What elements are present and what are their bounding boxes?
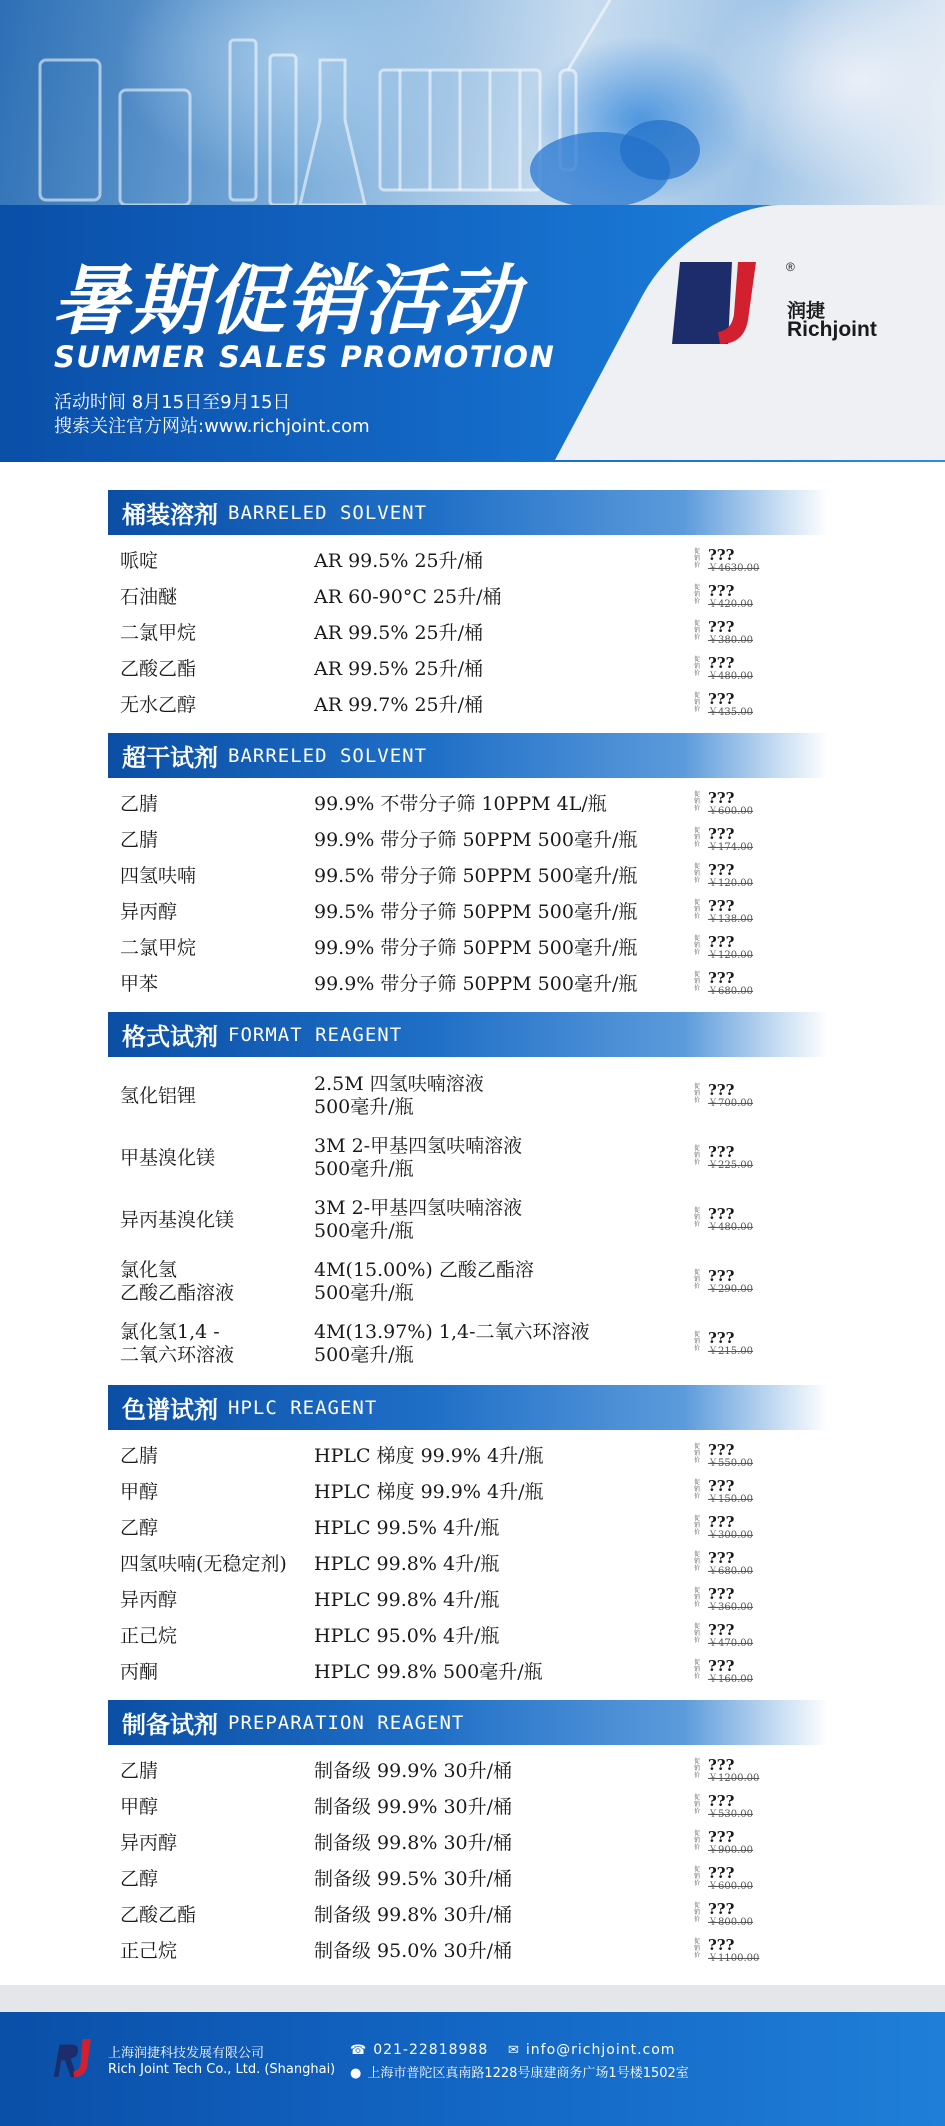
product-spec: 制备级 99.5% 30升/桶 bbox=[314, 1867, 513, 1890]
product-spec: AR 99.7% 25升/桶 bbox=[314, 693, 484, 716]
product-row bbox=[108, 1582, 828, 1618]
product-name: 哌啶 bbox=[120, 549, 159, 572]
product-spec: HPLC 99.5% 4升/瓶 bbox=[314, 1516, 500, 1539]
lab-photo-banner bbox=[0, 0, 945, 210]
price-cell bbox=[694, 1758, 828, 1784]
footer-divider bbox=[0, 1985, 945, 2015]
promo-price: ??? bbox=[708, 1513, 735, 1531]
promo-tag: 促销价 bbox=[694, 899, 701, 920]
product-spec: HPLC 95.0% 4升/瓶 bbox=[314, 1624, 500, 1647]
original-price: ￥470.00 bbox=[708, 1638, 753, 1649]
promo-tag: 促销价 bbox=[694, 1587, 701, 1608]
product-row bbox=[108, 1789, 828, 1825]
promo-tag: 促销价 bbox=[694, 1551, 701, 1572]
promo-tag: 促销价 bbox=[694, 548, 701, 569]
promo-price: ??? bbox=[708, 582, 735, 600]
product-row bbox=[108, 822, 828, 858]
company-name-en: Rich Joint Tech Co., Ltd. (Shanghai) bbox=[108, 2062, 336, 2077]
promo-tag: 促销价 bbox=[694, 1830, 701, 1851]
promo-tag: 促销价 bbox=[694, 692, 701, 713]
section-header bbox=[108, 733, 828, 778]
promo-price: ??? bbox=[708, 1081, 735, 1099]
promo-price: ??? bbox=[708, 1900, 735, 1918]
product-name: 石油醚 bbox=[120, 585, 178, 608]
price-cell bbox=[694, 1207, 828, 1233]
price-cell bbox=[694, 1551, 828, 1577]
product-row bbox=[108, 966, 828, 1002]
product-row bbox=[108, 1546, 828, 1582]
promo-tag: 促销价 bbox=[694, 1659, 701, 1680]
product-name: 甲醇 bbox=[120, 1480, 159, 1503]
promo-tag: 促销价 bbox=[694, 827, 701, 848]
promo-tag: 促销价 bbox=[694, 1207, 701, 1228]
product-spec: AR 60-90°C 25升/桶 bbox=[314, 585, 502, 608]
product-name: 异丙醇 bbox=[120, 1588, 178, 1611]
email-contact[interactable]: ✉ info@richjoint.com bbox=[508, 2042, 676, 2058]
promo-price: ??? bbox=[708, 1477, 735, 1495]
section-title-en: BARRELED SOLVENT bbox=[228, 744, 428, 767]
promo-price: ??? bbox=[708, 1205, 735, 1223]
promo-price: ??? bbox=[708, 1143, 735, 1161]
product-row bbox=[108, 543, 828, 579]
product-row bbox=[108, 1618, 828, 1654]
price-cell bbox=[694, 548, 828, 574]
product-name: 甲苯 bbox=[120, 972, 159, 995]
product-name: 甲醇 bbox=[120, 1795, 159, 1818]
product-row bbox=[108, 1251, 828, 1313]
promo-price: ??? bbox=[708, 933, 735, 951]
price-cell bbox=[694, 1331, 828, 1357]
brand-name-en: Richjoint bbox=[787, 318, 877, 341]
product-spec: 3M 2-甲基四氢呋喃溶液 500毫升/瓶 bbox=[314, 1197, 523, 1242]
original-price: ￥600.00 bbox=[708, 1881, 753, 1892]
website-notice[interactable]: 搜索关注官方网站:www.richjoint.com bbox=[54, 416, 370, 437]
promo-tag: 促销价 bbox=[694, 935, 701, 956]
product-name: 异丙基溴化镁 bbox=[120, 1208, 235, 1231]
price-cell bbox=[694, 620, 828, 646]
original-price: ￥435.00 bbox=[708, 707, 753, 718]
original-price: ￥360.00 bbox=[708, 1602, 753, 1613]
company-name-cn: 上海润捷科技发展有限公司 bbox=[108, 2046, 265, 2061]
section-title-cn: 超干试剂 bbox=[122, 743, 218, 772]
address-contact: ● 上海市普陀区真南路1228号康建商务广场1号楼1502室 bbox=[350, 2066, 689, 2081]
promo-price: ??? bbox=[708, 825, 735, 843]
product-spec: 4M(15.00%) 乙酸乙酯溶 500毫升/瓶 bbox=[314, 1259, 534, 1304]
product-spec: HPLC 梯度 99.9% 4升/瓶 bbox=[314, 1444, 544, 1467]
product-name: 乙醇 bbox=[120, 1867, 159, 1890]
section-barreled-solvent bbox=[108, 490, 828, 723]
price-cell bbox=[694, 899, 828, 925]
product-name: 乙腈 bbox=[120, 1444, 159, 1467]
product-spec: HPLC 99.8% 4升/瓶 bbox=[314, 1588, 500, 1611]
section-format-reagent bbox=[108, 1012, 828, 1375]
price-cell bbox=[694, 1794, 828, 1820]
promo-tag: 促销价 bbox=[694, 1331, 701, 1352]
product-spec: 制备级 99.9% 30升/桶 bbox=[314, 1795, 513, 1818]
product-spec: 制备级 99.8% 30升/桶 bbox=[314, 1831, 513, 1854]
product-spec: 4M(13.97%) 1,4-二氧六环溶液 500毫升/瓶 bbox=[314, 1321, 590, 1366]
product-name: 氢化铝锂 bbox=[120, 1084, 197, 1107]
price-cell bbox=[694, 971, 828, 997]
product-row bbox=[108, 1825, 828, 1861]
product-row bbox=[108, 786, 828, 822]
original-price: ￥225.00 bbox=[708, 1160, 753, 1171]
promo-price: ??? bbox=[708, 1329, 735, 1347]
contact-footer bbox=[0, 2012, 945, 2126]
event-time: 活动时间 8月15日至9月15日 bbox=[54, 392, 291, 413]
envelope-icon: ✉ bbox=[508, 2043, 520, 2058]
product-spec: 99.9% 带分子筛 50PPM 500毫升/瓶 bbox=[314, 828, 638, 851]
product-spec: AR 99.5% 25升/桶 bbox=[314, 621, 484, 644]
price-cell bbox=[694, 1830, 828, 1856]
product-spec: 制备级 99.9% 30升/桶 bbox=[314, 1759, 513, 1782]
product-spec: AR 99.5% 25升/桶 bbox=[314, 657, 484, 680]
price-cell bbox=[694, 935, 828, 961]
product-spec: HPLC 99.8% 500毫升/瓶 bbox=[314, 1660, 543, 1683]
promo-tag: 促销价 bbox=[694, 1145, 701, 1166]
promo-price: ??? bbox=[708, 690, 735, 708]
product-row bbox=[108, 1474, 828, 1510]
original-price: ￥174.00 bbox=[708, 842, 753, 853]
phone-contact[interactable]: ☎ 021-22818988 bbox=[350, 2042, 489, 2058]
promo-tag: 促销价 bbox=[694, 791, 701, 812]
original-price: ￥1100.00 bbox=[708, 1953, 760, 1964]
product-spec: 99.9% 带分子筛 50PPM 500毫升/瓶 bbox=[314, 936, 638, 959]
product-spec: AR 99.5% 25升/桶 bbox=[314, 549, 484, 572]
product-row bbox=[108, 615, 828, 651]
promo-tag: 促销价 bbox=[694, 863, 701, 884]
price-cell bbox=[694, 1479, 828, 1505]
section-header bbox=[108, 1700, 828, 1745]
product-name: 氯化氢1,4 - 二氧六环溶液 bbox=[120, 1321, 235, 1366]
product-spec: 制备级 99.8% 30升/桶 bbox=[314, 1903, 513, 1926]
promo-price: ??? bbox=[708, 1756, 735, 1774]
original-price: ￥600.00 bbox=[708, 806, 753, 817]
price-cell bbox=[694, 1659, 828, 1685]
promo-price: ??? bbox=[708, 1936, 735, 1954]
product-name: 丙酮 bbox=[120, 1660, 159, 1683]
section-title-en: HPLC REAGENT bbox=[228, 1396, 378, 1419]
promo-price: ??? bbox=[708, 897, 735, 915]
price-cell bbox=[694, 1938, 828, 1964]
promo-price: ??? bbox=[708, 789, 735, 807]
promo-price: ??? bbox=[708, 1657, 735, 1675]
product-row bbox=[108, 1189, 828, 1251]
promo-price: ??? bbox=[708, 618, 735, 636]
promo-tag: 促销价 bbox=[694, 1479, 701, 1500]
footer-logo-icon bbox=[52, 2039, 102, 2077]
original-price: ￥480.00 bbox=[708, 671, 753, 682]
product-spec: 99.9% 不带分子筛 10PPM 4L/瓶 bbox=[314, 792, 607, 815]
promo-price: ??? bbox=[708, 861, 735, 879]
product-spec: 99.5% 带分子筛 50PPM 500毫升/瓶 bbox=[314, 864, 638, 887]
promo-price: ??? bbox=[708, 1621, 735, 1639]
promo-tag: 促销价 bbox=[694, 1443, 701, 1464]
product-spec: HPLC 梯度 99.9% 4升/瓶 bbox=[314, 1480, 544, 1503]
product-row bbox=[108, 579, 828, 615]
registered-mark: ® bbox=[786, 260, 795, 274]
section-hplc-reagent bbox=[108, 1385, 828, 1690]
original-price: ￥160.00 bbox=[708, 1674, 753, 1685]
product-row bbox=[108, 1933, 828, 1969]
product-name: 氯化氢 乙酸乙酯溶液 bbox=[120, 1259, 235, 1304]
section-title-en: FORMAT REAGENT bbox=[228, 1023, 403, 1046]
product-spec: 2.5M 四氢呋喃溶液 500毫升/瓶 bbox=[314, 1073, 484, 1118]
price-cell bbox=[694, 791, 828, 817]
promo-header bbox=[0, 0, 945, 462]
product-row bbox=[108, 1127, 828, 1189]
section-title-en: BARRELED SOLVENT bbox=[228, 501, 428, 524]
promo-tag: 促销价 bbox=[694, 620, 701, 641]
promo-tag: 促销价 bbox=[694, 1794, 701, 1815]
product-row bbox=[108, 1897, 828, 1933]
price-cell bbox=[694, 692, 828, 718]
original-price: ￥680.00 bbox=[708, 986, 753, 997]
product-name: 正己烷 bbox=[120, 1939, 178, 1962]
section-title-cn: 桶装溶剂 bbox=[122, 500, 218, 529]
price-cell bbox=[694, 656, 828, 682]
section-title-en: PREPARATION REAGENT bbox=[228, 1711, 465, 1734]
price-cell bbox=[694, 1515, 828, 1541]
original-price: ￥700.00 bbox=[708, 1098, 753, 1109]
price-cell bbox=[694, 584, 828, 610]
product-name: 四氢呋喃(无稳定剂) bbox=[120, 1552, 287, 1575]
product-row bbox=[108, 1861, 828, 1897]
price-cell bbox=[694, 1443, 828, 1469]
original-price: ￥300.00 bbox=[708, 1530, 753, 1541]
product-row bbox=[108, 1065, 828, 1127]
section-title-cn: 制备试剂 bbox=[122, 1710, 218, 1739]
product-row bbox=[108, 687, 828, 723]
promo-tag: 促销价 bbox=[694, 1866, 701, 1887]
product-row bbox=[108, 894, 828, 930]
phone-icon: ☎ bbox=[350, 2043, 368, 2058]
promo-tag: 促销价 bbox=[694, 656, 701, 677]
promo-price: ??? bbox=[708, 1828, 735, 1846]
page-title: 暑期促销活动 bbox=[52, 256, 520, 345]
product-row bbox=[108, 858, 828, 894]
product-spec: 制备级 95.0% 30升/桶 bbox=[314, 1939, 513, 1962]
promo-price: ??? bbox=[708, 1585, 735, 1603]
original-price: ￥138.00 bbox=[708, 914, 753, 925]
price-cell bbox=[694, 1269, 828, 1295]
product-name: 异丙醇 bbox=[120, 1831, 178, 1854]
promo-price: ??? bbox=[708, 1267, 735, 1285]
product-name: 无水乙醇 bbox=[120, 693, 197, 716]
product-catalog bbox=[108, 490, 828, 1979]
product-name: 四氢呋喃 bbox=[120, 864, 197, 887]
section-header bbox=[108, 1385, 828, 1430]
brand-name-cn: 润捷 bbox=[787, 300, 826, 322]
richjoint-logo-icon bbox=[672, 262, 780, 344]
product-name: 二氯甲烷 bbox=[120, 621, 197, 644]
price-cell bbox=[694, 1587, 828, 1613]
price-cell bbox=[694, 863, 828, 889]
product-name: 乙腈 bbox=[120, 828, 159, 851]
original-price: ￥480.00 bbox=[708, 1222, 753, 1233]
section-super-dry-reagent bbox=[108, 733, 828, 1002]
original-price: ￥215.00 bbox=[708, 1346, 753, 1357]
original-price: ￥290.00 bbox=[708, 1284, 753, 1295]
page-title-english: SUMMER SALES PROMOTION bbox=[54, 340, 556, 374]
product-row bbox=[108, 1510, 828, 1546]
product-spec: HPLC 99.8% 4升/瓶 bbox=[314, 1552, 500, 1575]
promo-price: ??? bbox=[708, 1549, 735, 1567]
product-name: 乙醇 bbox=[120, 1516, 159, 1539]
promo-tag: 促销价 bbox=[694, 1938, 701, 1959]
promo-tag: 促销价 bbox=[694, 1623, 701, 1644]
lab-glassware-illustration bbox=[0, 0, 945, 210]
price-cell bbox=[694, 1623, 828, 1649]
promo-price: ??? bbox=[708, 546, 735, 564]
original-price: ￥4630.00 bbox=[708, 563, 760, 574]
promo-tag: 促销价 bbox=[694, 971, 701, 992]
price-cell bbox=[694, 1902, 828, 1928]
promo-tag: 促销价 bbox=[694, 1083, 701, 1104]
location-pin-icon: ● bbox=[350, 2066, 362, 2081]
product-spec: 99.5% 带分子筛 50PPM 500毫升/瓶 bbox=[314, 900, 638, 923]
price-cell bbox=[694, 1083, 828, 1109]
section-header bbox=[108, 1012, 828, 1057]
original-price: ￥800.00 bbox=[708, 1917, 753, 1928]
original-price: ￥380.00 bbox=[708, 635, 753, 646]
product-name: 乙酸乙酯 bbox=[120, 1903, 197, 1926]
product-row bbox=[108, 930, 828, 966]
product-name: 乙酸乙酯 bbox=[120, 657, 197, 680]
promo-tag: 促销价 bbox=[694, 584, 701, 605]
section-title-cn: 格式试剂 bbox=[122, 1022, 218, 1051]
original-price: ￥900.00 bbox=[708, 1845, 753, 1856]
product-row bbox=[108, 651, 828, 687]
original-price: ￥420.00 bbox=[708, 599, 753, 610]
product-name: 甲基溴化镁 bbox=[120, 1146, 216, 1169]
original-price: ￥680.00 bbox=[708, 1566, 753, 1577]
product-name: 乙腈 bbox=[120, 792, 159, 815]
original-price: ￥550.00 bbox=[708, 1458, 753, 1469]
section-header bbox=[108, 490, 828, 535]
promo-tag: 促销价 bbox=[694, 1902, 701, 1923]
promo-tag: 促销价 bbox=[694, 1269, 701, 1290]
price-cell bbox=[694, 827, 828, 853]
original-price: ￥150.00 bbox=[708, 1494, 753, 1505]
product-spec: 99.9% 带分子筛 50PPM 500毫升/瓶 bbox=[314, 972, 638, 995]
section-preparation-reagent bbox=[108, 1700, 828, 1969]
original-price: ￥120.00 bbox=[708, 950, 753, 961]
original-price: ￥530.00 bbox=[708, 1809, 753, 1820]
product-spec: 3M 2-甲基四氢呋喃溶液 500毫升/瓶 bbox=[314, 1135, 523, 1180]
product-name: 异丙醇 bbox=[120, 900, 178, 923]
original-price: ￥120.00 bbox=[708, 878, 753, 889]
promo-price: ??? bbox=[708, 969, 735, 987]
price-cell bbox=[694, 1145, 828, 1171]
product-row bbox=[108, 1753, 828, 1789]
product-name: 正己烷 bbox=[120, 1624, 178, 1647]
product-row bbox=[108, 1654, 828, 1690]
promo-price: ??? bbox=[708, 654, 735, 672]
promo-tag: 促销价 bbox=[694, 1758, 701, 1779]
promo-price: ??? bbox=[708, 1441, 735, 1459]
original-price: ￥1200.00 bbox=[708, 1773, 760, 1784]
product-name: 乙腈 bbox=[120, 1759, 159, 1782]
product-row bbox=[108, 1438, 828, 1474]
product-name: 二氯甲烷 bbox=[120, 936, 197, 959]
promo-price: ??? bbox=[708, 1864, 735, 1882]
promo-price: ??? bbox=[708, 1792, 735, 1810]
product-row bbox=[108, 1313, 828, 1375]
price-cell bbox=[694, 1866, 828, 1892]
section-title-cn: 色谱试剂 bbox=[122, 1395, 218, 1424]
promo-tag: 促销价 bbox=[694, 1515, 701, 1536]
